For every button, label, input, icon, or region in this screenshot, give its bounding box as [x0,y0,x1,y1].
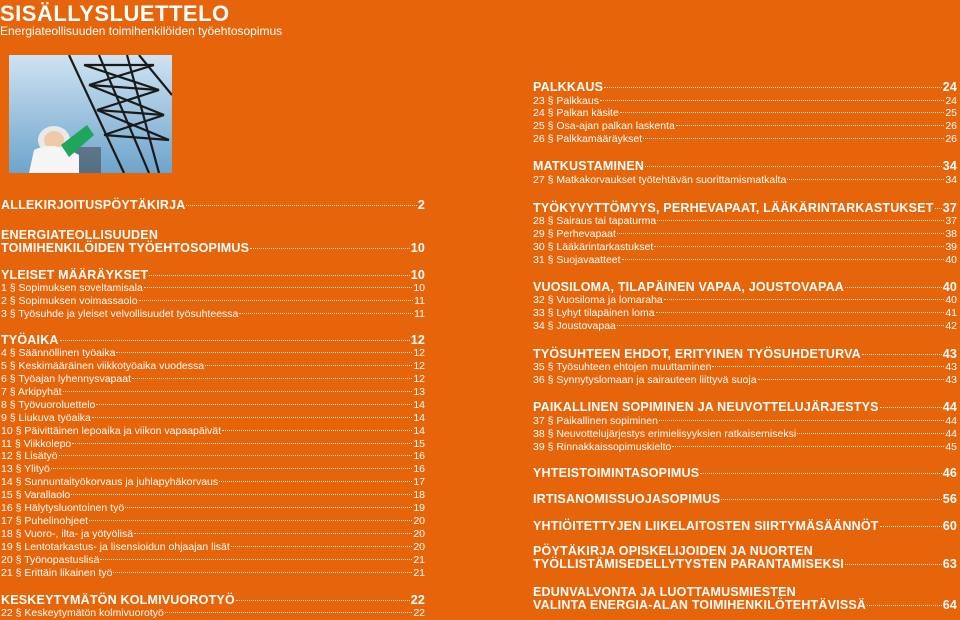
page-number: 20 [413,527,425,540]
dot-leader [935,208,942,209]
toc-entry[interactable] [1,541,425,554]
section-heading-energiateollisuuden[interactable] [1,242,425,256]
page-number: 44 [942,400,957,415]
page-number: 41 [945,307,957,320]
page-number: 40 [942,279,957,294]
page-number: 37 [942,200,957,215]
toc-entry-text: 7 § Arkipyhät [1,385,62,398]
toc-entry-text: 9 § Liukuva työaika [1,411,91,424]
toc-entry-text: TYÖAIKA [1,332,59,347]
dot-leader [845,564,942,565]
dot-leader [113,572,412,573]
toc-left-column [1,199,425,620]
page-number: 16 [413,463,425,476]
document-subtitle: Energiateollisuuden toimihenkilöiden työehtosopimus [0,24,283,38]
toc-entry-text: TYÖSUHTEEN EHDOT, ERITYINEN TYÖSUHDETURVA [533,346,861,361]
dot-leader [712,366,944,367]
dot-leader [222,430,412,431]
dot-leader [700,473,941,474]
dot-leader [654,246,944,247]
dot-leader [656,312,945,313]
page-number: 20 [413,540,425,553]
dot-leader [149,275,409,276]
page-number: 43 [942,346,957,361]
toc-section [1,334,425,580]
toc-entry[interactable] [533,107,957,120]
toc-entry[interactable] [533,415,957,428]
dot-leader [617,233,944,234]
toc-entry[interactable] [533,294,957,307]
dot-leader [645,166,942,167]
toc-section [533,467,957,481]
toc-entry-text: YHTIÖITETTYJEN LIIKELAITOSTEN SIIRTYMÄSÄÄNNÖT [533,519,879,534]
toc-entry-text: 26 § Palkkamääräykset [533,133,643,146]
page-number: 21 [413,553,425,566]
page-number: 43 [945,361,957,374]
toc-entry-text: 24 § Palkan käsite [533,107,619,120]
toc-section [533,520,957,534]
page-number: 25 [945,107,957,120]
toc-entry-text: 6 § Työajan lyhennysvapaat [1,373,131,386]
toc-entry[interactable] [1,502,425,515]
toc-entry-text: TOIMIHENKILÖIDEN TYÖEHTOSOPIMUS [1,241,250,255]
dot-leader [219,481,412,482]
page-number: 24 [942,80,957,94]
dot-leader [672,446,944,447]
page-number: 12 [413,373,425,386]
toc-entry-text: 29 § Perhevapaat [533,227,616,240]
dot-leader [116,352,412,353]
dot-leader [71,494,412,495]
page-number: 42 [945,319,957,332]
dot-leader [643,138,944,139]
toc-section [1,199,425,213]
page-number: 40 [945,253,957,266]
dot-leader [600,100,944,101]
page-number: 16 [413,450,425,463]
toc-entry[interactable] [533,254,957,267]
dot-leader [867,605,942,606]
toc-entry[interactable] [1,528,425,541]
page-number: 17 [413,476,425,489]
toc-section [1,594,425,620]
toc-entry[interactable] [533,120,957,133]
toc-entry-text: 20 § Työnopastuslisä [1,553,100,566]
page-number: 45 [945,440,957,453]
toc-entry-text: 14 § Sunnuntaityökorvaus ja juhlapyhäkorvaus [1,476,219,489]
dot-leader [59,455,413,456]
toc-entry-text: PAIKALLINEN SOPIMINEN JA NEUVOTTELUJÄRJESTYS [533,400,879,415]
toc-entry[interactable] [533,361,957,374]
section-heading-palkkaus[interactable] [533,81,957,95]
toc-entry-text: 11 § Viikkolepo [1,437,72,450]
page-number: 37 [945,215,957,228]
document-title: SISÄLLYSLUETTELO [0,1,230,26]
toc-entry-text: 10 § Päivittäinen lepoaika ja viikon vapaapäivät [1,424,222,437]
page-number: 38 [945,227,957,240]
toc-entry[interactable] [533,374,957,387]
toc-entry[interactable] [533,307,957,320]
toc-entry-text: YLEISET MÄÄRÄYKSET [1,267,149,282]
dot-leader [862,354,942,355]
toc-entry-text: 37 § Paikallinen sopiminen [533,414,658,427]
page-number: 10 [410,267,425,282]
section-heading-poytakirja-opiskelijoiden-ja-nuorten[interactable] [533,558,957,572]
page-number: 11 [414,294,425,307]
toc-entry[interactable] [1,450,425,463]
section-heading-line: EDUNVALVONTA JA LUOTTAMUSMIESTEN [533,584,796,599]
section-heading-tyokyvyttomyys-perhevapaat-laakarintarkastukset[interactable] [533,202,957,216]
toc-entry[interactable] [533,428,957,441]
toc-entry-text: 17 § Puhelinohjeet [1,515,88,527]
toc-entry[interactable] [1,386,425,399]
toc-entry-text: 36 § Synnytyslomaan ja sairauteen liittyvä suoja [533,374,757,387]
toc-entry[interactable] [1,554,425,567]
toc-entry[interactable] [1,567,425,580]
dot-leader [797,433,944,434]
page-number: 26 [945,133,957,146]
page-number: 44 [945,427,957,440]
toc-entry-text: TYÖKYVYTTÖMYYS, PERHEVAPAAT, LÄÄKÄRINTARKASTUKSET [533,200,934,215]
toc-entry-text: 30 § Lääkärintarkastukset [533,240,654,253]
section-heading-line: PÖYTÄKIRJA OPISKELIJOIDEN JA NUORTEN [533,543,813,558]
toc-entry[interactable] [533,228,957,241]
dot-leader [92,417,412,418]
toc-entry-text: 34 § Joustovapaa [533,319,616,332]
section-heading-edunvalvonta-ja-luottamusmiesten[interactable] [533,599,957,613]
section-heading-yhteistoimintasopimus[interactable] [533,467,957,481]
section-heading-irtisanomissuojasopimus[interactable] [533,493,957,507]
page-number: 12 [410,332,425,347]
toc-entry[interactable] [533,215,957,228]
page-number: 2 [417,198,425,212]
page-number: 22 [413,607,425,620]
toc-entry-text: 27 § Matkakorvaukset työtehtävän suorittamismatkalta [533,173,787,186]
page-number: 14 [413,424,425,437]
section-heading-vuosiloma-tilapainen-vapaa-joustovapaa[interactable] [533,281,957,295]
toc-right-column [533,81,957,613]
dot-leader [617,325,944,326]
toc-entry-text: 38 § Neuvottelujärjestys erimielisyyksien ratkaisemiseksi [533,427,797,440]
toc-entry[interactable] [1,308,425,321]
toc-section [1,229,425,256]
toc-entry[interactable] [533,174,957,187]
toc-entry-text: MATKUSTAMINEN [533,159,645,174]
toc-entry[interactable] [1,347,425,360]
toc-entry[interactable] [1,515,425,528]
page-number: 40 [945,294,957,307]
section-heading-tyoaika[interactable] [1,334,425,348]
page-number: 13 [413,385,425,398]
dot-leader [96,404,412,405]
toc-entry[interactable] [533,441,957,454]
toc-entry[interactable] [533,95,957,108]
toc-entry-text: PALKKAUS [533,80,604,94]
toc-entry-text: KESKEYTYMÄTÖN KOLMIVUOROTYÖ [1,592,235,607]
page-number: 21 [413,566,425,579]
toc-entry[interactable] [1,463,425,476]
toc-entry-text: 33 § Lyhyt tilapäinen loma [533,307,655,320]
page-number: 18 [413,489,425,502]
section-heading-keskeytymaton-kolmivuorotyo[interactable] [1,594,425,608]
toc-entry-text: YHTEISTOIMINTASOPIMUS [533,466,700,481]
dot-leader [60,340,410,341]
page-number: 12 [413,360,425,373]
dot-leader [205,365,412,366]
dot-leader [676,125,944,126]
toc-section [533,160,957,186]
page-number: 15 [413,437,425,450]
dot-leader [63,391,413,392]
dot-leader [144,287,412,288]
page-number: 26 [945,120,957,133]
dot-leader [250,248,410,249]
toc-entry-text: 28 § Sairaus tai tapaturma [533,215,657,228]
page-number: 19 [413,502,425,515]
dot-leader [620,112,945,113]
dot-leader [758,379,945,380]
toc-entry-text: 21 § Erittäin likainen työ [1,566,113,579]
page-number: 64 [942,598,957,613]
toc-entry[interactable] [1,438,425,451]
dot-leader [72,443,412,444]
page-number: 12 [413,347,425,360]
page-number: 34 [942,159,957,174]
page-number: 14 [413,411,425,424]
section-heading-allekirjoituspoytakirja[interactable] [1,199,425,213]
section-heading-line: ENERGIATEOLLISUUDEN [1,227,159,242]
toc-entry[interactable] [1,360,425,373]
dot-leader [880,407,942,408]
toc-entry-text: 19 § Lentotarkastus- ja lisensioidun ohjaajan lisät [1,540,230,553]
toc-section [533,493,957,507]
toc-entry[interactable] [1,373,425,386]
toc-entry[interactable] [1,476,425,489]
page-number: 22 [410,592,425,607]
toc-entry[interactable] [533,320,957,333]
toc-entry-text: 5 § Keskimääräinen viikkotyöaika vuodessa [1,360,205,373]
toc-entry[interactable] [533,241,957,254]
toc-entry-text: 23 § Palkkaus [533,94,599,107]
section-heading-yleiset-maaraykset[interactable] [1,269,425,283]
page-number: 46 [942,466,957,481]
page-number: 20 [413,515,425,527]
toc-entry-text: 35 § Työsuhteen ehtojen muuttaminen [533,361,712,374]
toc-entry-text: ALLEKIRJOITUSPÖYTÄKIRJA [1,198,186,212]
toc-entry-text: 16 § Hälytysluontoinen työ [1,502,125,515]
dot-leader [125,507,412,508]
toc-entry-text: 8 § Työvuoroluettelo [1,398,96,411]
toc-entry-text: 18 § Vuoro-, ilta- ja yötyölisä [1,527,134,540]
dot-leader [604,87,942,88]
dot-leader [880,526,942,527]
dot-leader [51,468,412,469]
page-number: 11 [414,307,425,320]
toc-entry-text: 15 § Varallaolo [1,489,71,502]
page-number: 63 [942,557,957,572]
toc-entry-text: TYÖLLISTÄMISEDELLYTYSTEN PARANTAMISEKSI [533,557,845,572]
dot-leader [845,287,942,288]
dot-leader [664,299,945,300]
dot-leader [657,220,944,221]
dot-leader [165,612,412,613]
toc-entry-text: 2 § Sopimuksen voimassaolo [1,294,138,307]
page-number: 10 [413,282,425,294]
toc-section [533,545,957,572]
toc-section [533,586,957,613]
photo-illustration-icon [9,55,172,173]
dot-leader [186,205,416,206]
section-heading-matkustaminen[interactable] [533,160,957,174]
toc-section [533,401,957,453]
toc-entry-text: 12 § Lisätyö [1,450,58,463]
toc-entry[interactable] [1,489,425,502]
toc-entry-text: VALINTA ENERGIA-ALAN TOIMIHENKILÖTEHTÄVISSÄ [533,598,867,613]
dot-leader [236,600,410,601]
toc-entry-text: VUOSILOMA, TILAPÄINEN VAPAA, JOUSTOVAPAA [533,279,845,294]
page-number: 10 [410,241,425,255]
toc-section [533,202,957,267]
dot-leader [100,559,412,560]
dot-leader [721,499,941,500]
page-number: 39 [945,240,957,253]
dot-leader [139,300,414,301]
section-heading-yhtioitettyjen-liikelaitosten-siirtymasaannot[interactable] [533,520,957,534]
toc-entry-text: 4 § Säännöllinen työaika [1,347,116,360]
dot-leader [231,546,413,547]
dot-leader [239,313,413,314]
page-number: 14 [413,398,425,411]
toc-entry-text: 25 § Osa-ajan palkan laskenta [533,120,675,133]
toc-section [1,269,425,321]
dot-leader [787,179,944,180]
toc-entry-text: 22 § Keskeytymätön kolmivuorotyö [1,607,164,620]
toc-entry-text: 3 § Työsuhde ja yleiset velvollisuudet työsuhteessa [1,307,239,320]
toc-section [533,348,957,387]
page-number: 60 [942,519,957,534]
worker-photo [9,55,172,173]
toc-entry-text: 32 § Vuosiloma ja lomaraha [533,294,663,307]
dot-leader [659,420,944,421]
toc-entry-text: 13 § Ylityö [1,463,50,476]
toc-entry[interactable] [533,133,957,146]
page-number: 34 [945,173,957,186]
toc-section [533,281,957,333]
toc-section [533,81,957,146]
dot-leader [132,378,412,379]
toc-entry[interactable] [1,607,425,620]
page-number: 44 [945,414,957,427]
dot-leader [89,520,412,521]
toc-entry-text: IRTISANOMISSUOJASOPIMUS [533,491,721,506]
toc-entry-text: 31 § Suojavaatteet [533,253,621,266]
toc-entry-text: 1 § Sopimuksen soveltamisala [1,282,143,294]
toc-entry[interactable] [1,425,425,438]
page-number: 43 [945,374,957,387]
toc-entry[interactable] [1,399,425,412]
dot-leader [622,259,945,260]
toc-entry-text: 39 § Rinnakkaissopimuskielto [533,440,672,453]
toc-entry[interactable] [1,412,425,425]
section-heading-paikallinen-sopiminen-ja-neuvottelujarjestys[interactable] [533,401,957,415]
dot-leader [134,533,412,534]
section-heading-tyosuhteen-ehdot-erityinen-tyosuhdeturva[interactable] [533,348,957,362]
toc-entry[interactable] [1,295,425,308]
toc-entry[interactable] [1,282,425,295]
page-number: 56 [942,491,957,506]
page-number: 24 [945,94,957,107]
